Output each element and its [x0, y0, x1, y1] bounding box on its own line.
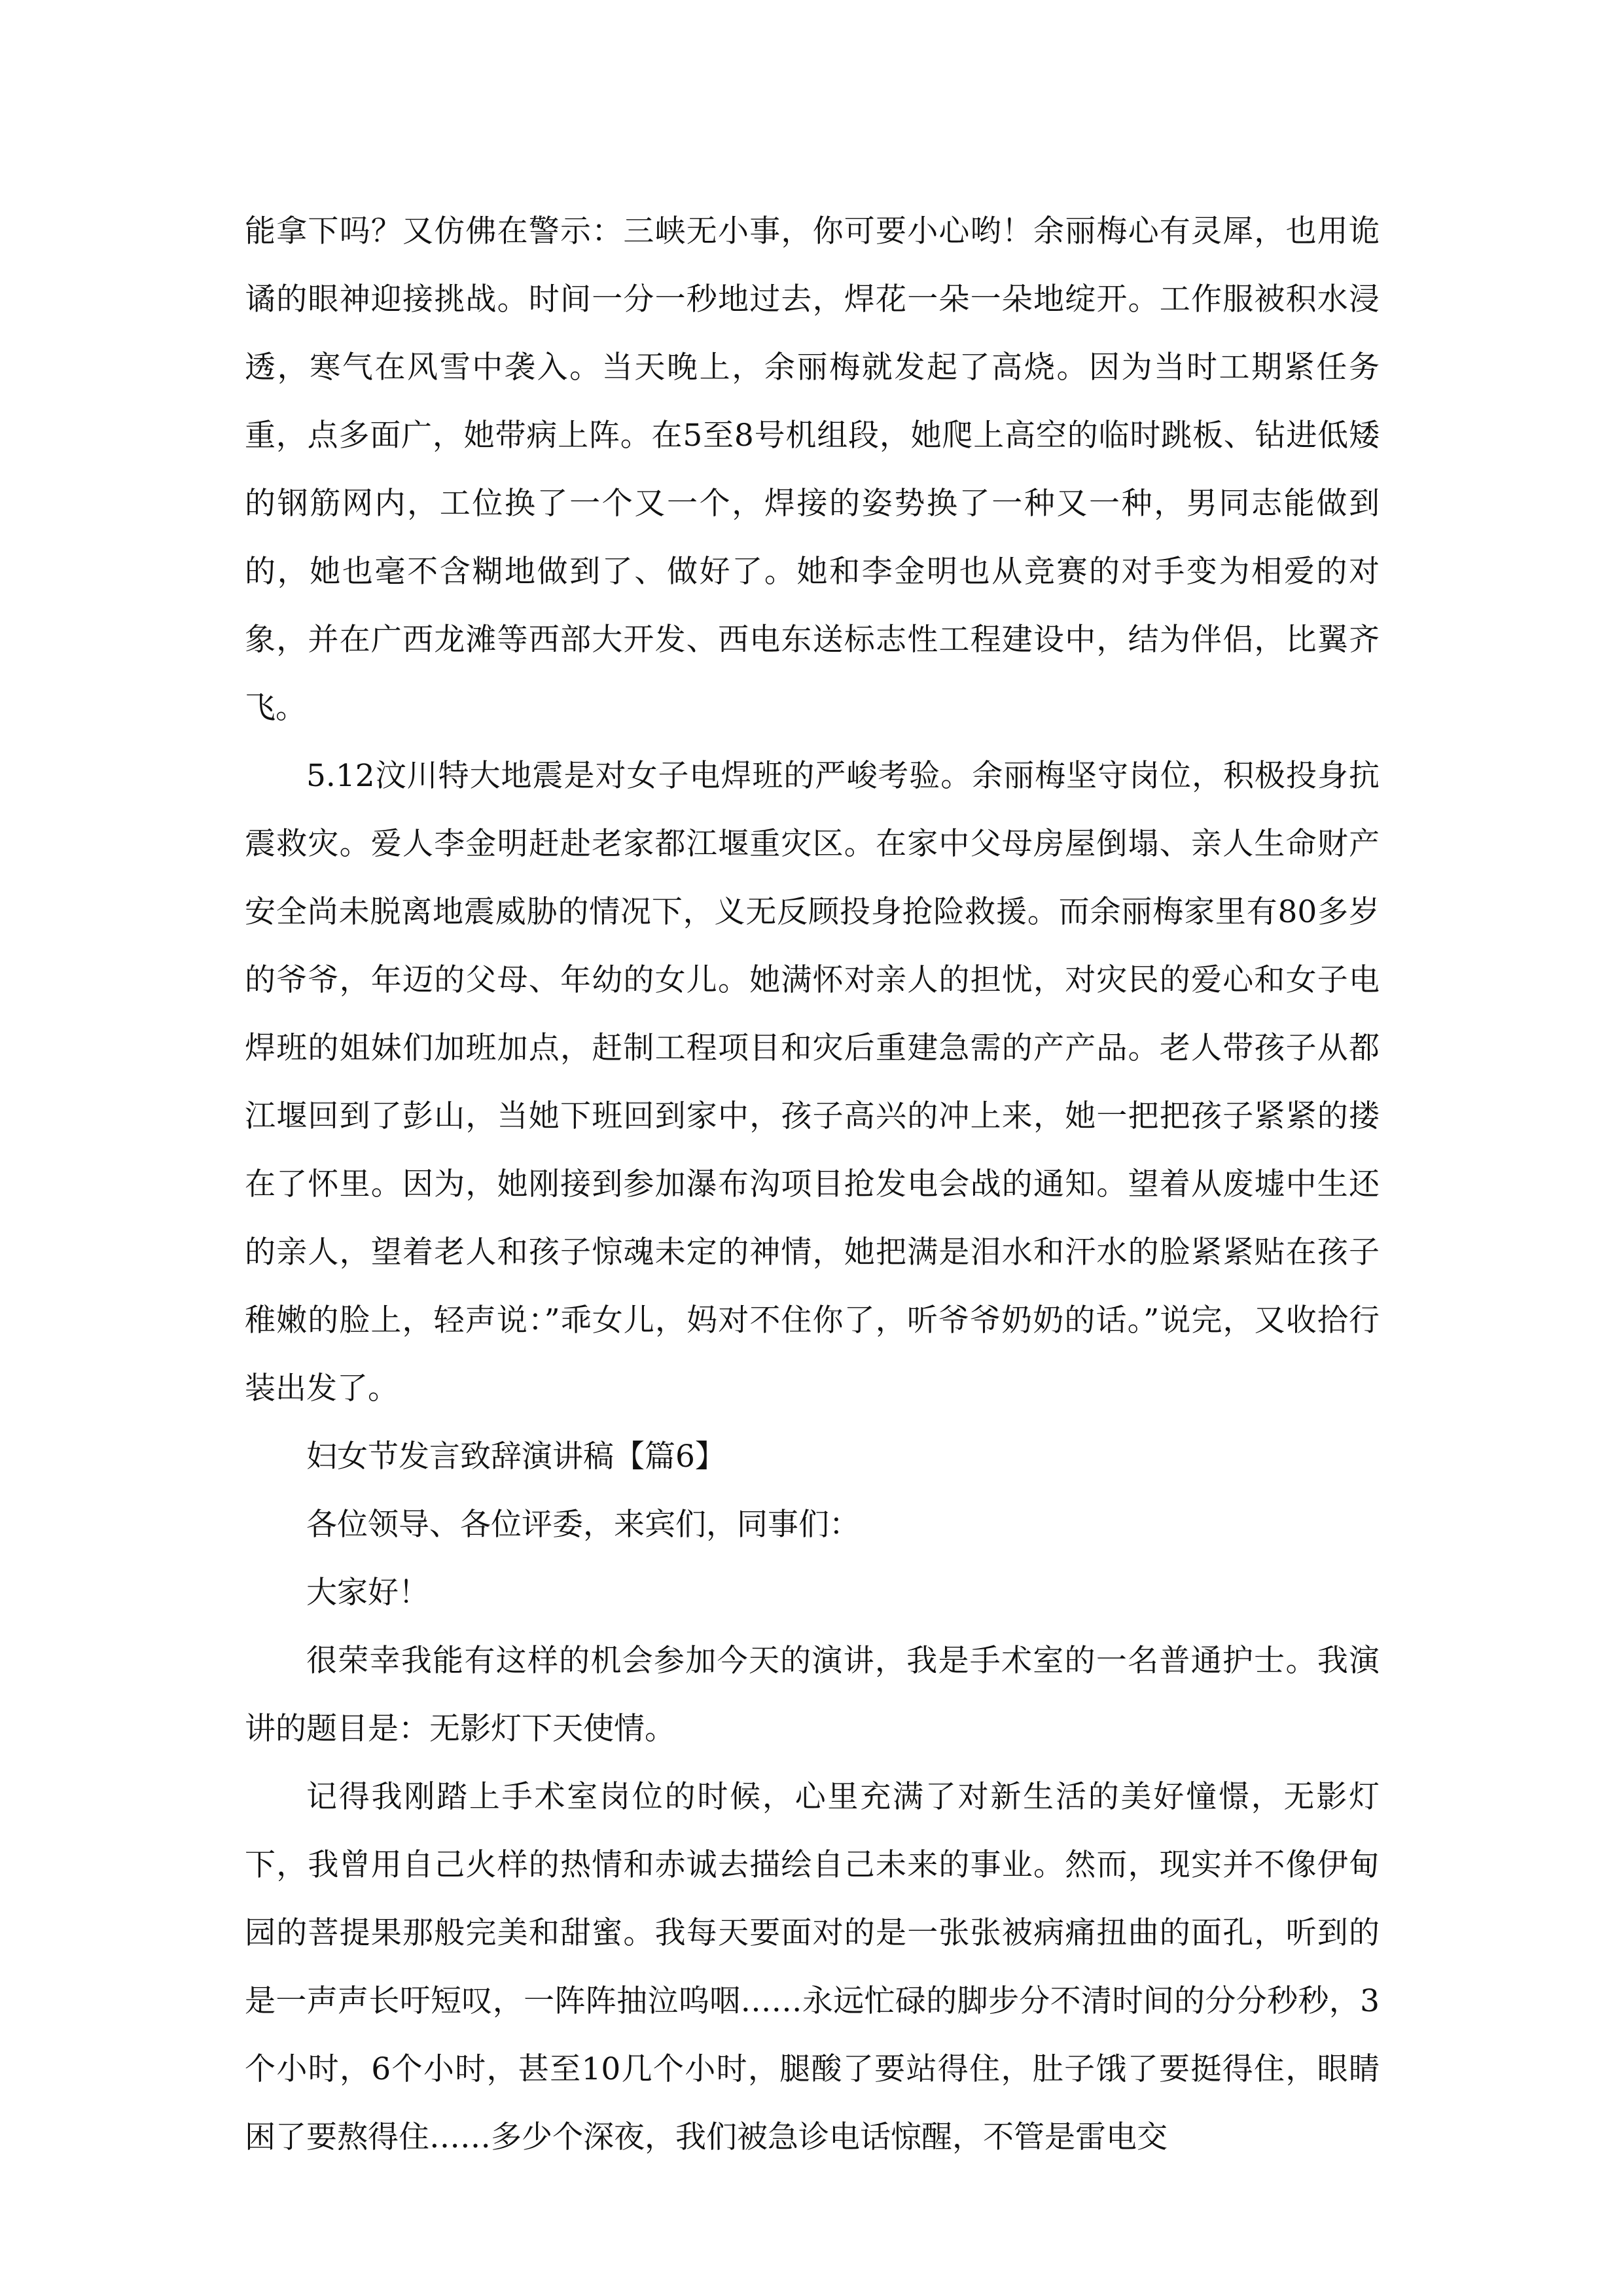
section-heading: 妇女节发言致辞演讲稿【篇6】 [306, 1439, 726, 1475]
paragraph-intro: 很荣幸我能有这样的机会参加今天的演讲，我是手术室的一名普通护士。我演讲的题目是：无影灯下天使情。 [245, 1643, 1380, 1747]
document-body [245, 198, 1380, 2172]
salutation: 各位领导、各位评委，来宾们，同事们： [306, 1507, 860, 1543]
paragraph-memory: 记得我刚踏上手术室岗位的时候，心里充满了对新生活的美好憧憬，无影灯下，我曾用自己火样的热情和赤诚去描绘自己未来的事业。然而，现实并不像伊甸园的菩提果那般完美和甜蜜。我每天要面对的是一张张被病痛扭曲的面孔，听到的是一声声长吁短叹，一阵阵抽泣呜咽……永远忙碌的脚步分不清时间的分分秒秒，3个小时，6个小时，甚至10几个小时，腿酸了要站得住，肚子饿了要挺得住，眼睛困了要熬得住……多少个深夜，我们被急诊电话惊醒，不管是雷电交 [245, 1779, 1380, 2155]
greeting: 大家好！ [306, 1575, 429, 1611]
paragraph-earthquake: 5.12汶川特大地震是对女子电焊班的严峻考验。余丽梅坚守岗位，积极投身抗震救灾。爱人李金明赶赴老家都江堰重灾区。在家中父母房屋倒塌、亲人生命财产安全尚未脱离地震威胁的情况下，义无反顾投身抢险救援。而余丽梅家里有80多岁的爷爷，年迈的父母、年幼的女儿。她满怀对亲人的担忧，对灾民的爱心和女子电焊班的姐妹们加班加点，赶制工程项目和灾后重建急需的产产品。老人带孩子从都江堰回到了彭山，当她下班回到家中，孩子高兴的冲上来，她一把把孩子紧紧的搂在了怀里。因为，她刚接到参加瀑布沟项目抢发电会战的通知。望着从废墟中生还的亲人，望着老人和孩子惊魂未定的神情，她把满是泪水和汗水的脸紧紧贴在孩子稚嫩的脸上，轻声说：”乖女儿，妈对不住你了，听爷爷奶奶的话。”说完，又收拾行装出发了。 [245, 758, 1380, 1407]
paragraph-continuation: 能拿下吗？又仿佛在警示：三峡无小事，你可要小心哟！余丽梅心有灵犀，也用诡谲的眼神迎接挑战。时间一分一秒地过去，焊花一朵一朵地绽开。工作服被积水浸透，寒气在风雪中袭入。当天晚上，余丽梅就发起了高烧。因为当时工期紧任务重，点多面广，她带病上阵。在5至8号机组段，她爬上高空的临时跳板、钻进低矮的钢筋网内，工位换了一个又一个，焊接的姿势换了一种又一种，男同志能做到的，她也毫不含糊地做到了、做好了。她和李金明也从竞赛的对手变为相爱的对象，并在广西龙滩等西部大开发、西电东送标志性工程建设中，结为伴侣，比翼齐飞。 [245, 213, 1380, 726]
